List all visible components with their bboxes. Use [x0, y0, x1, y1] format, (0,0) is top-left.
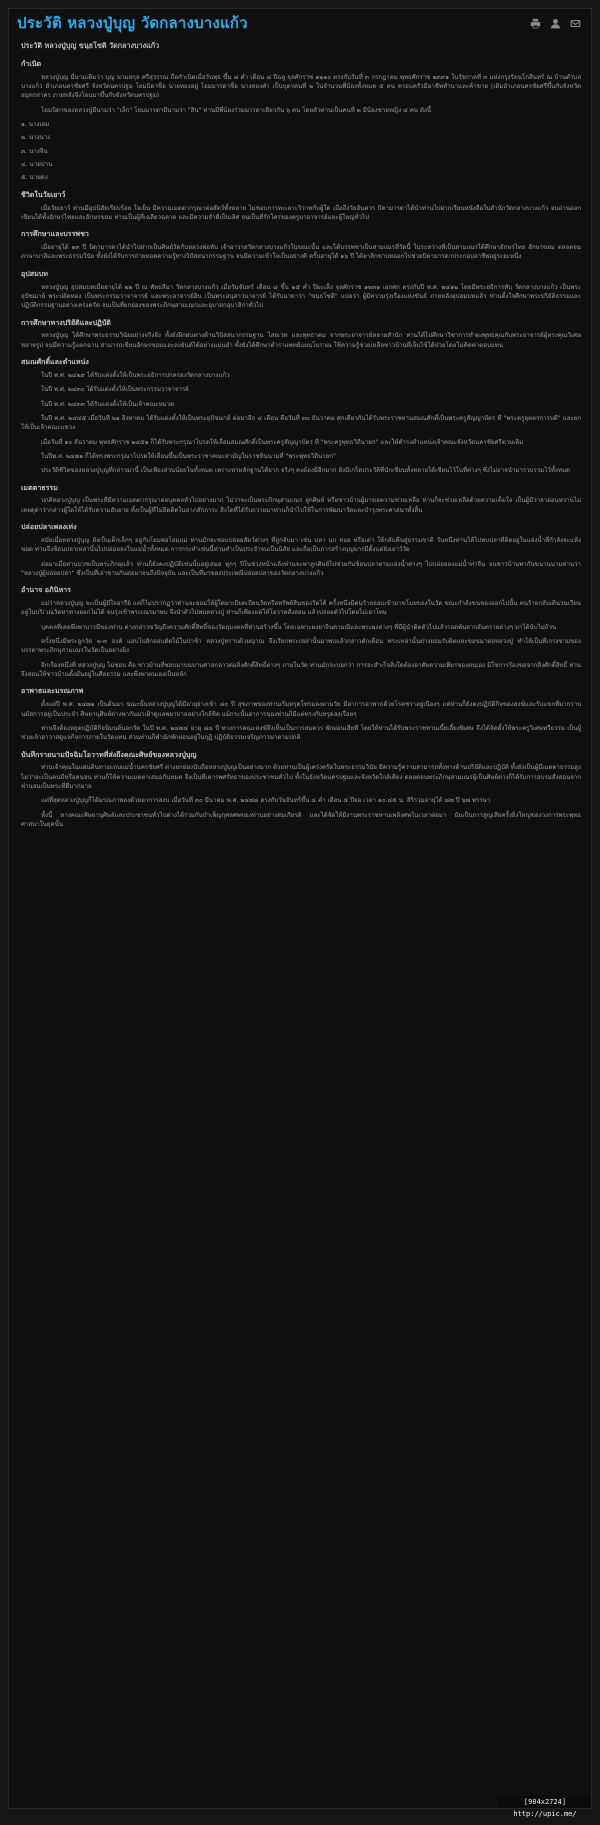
user-icon[interactable]	[549, 17, 561, 29]
list-item: ๔. นายปาน	[21, 161, 53, 169]
article-body	[9, 37, 591, 829]
email-icon[interactable]	[569, 17, 581, 29]
section-paragraph: หลวงปู่บุญ มีนามเดิมว่า บุญ นามสกุล ศรีสุวรรณ ถือกำเนิดเมื่อวันพุธ ขึ้น ๘ ค่ำ เดือน ๘ ปีฉลู จุลศักราช ๑๒๑๐ ตรงกับวันที่ ๓ กรกฎาคม พุทธศักราช ๒๓๙๑ ในรัชกาลที่ ๓ แห่งกรุงรัตนโกสินทร์ ณ บ้านตำบลบางแก้ว อำเภอนครชัยศรี จังหวัดนครปฐม โยมบิดาชื่อ นายทองอยู่ โยมมารดาชื่อ นางทองคำ เป็นบุตรคนที่ ๒ ในจำนวนพี่น้องทั้งหมด ๕ คน ครอบครัวมีอาชีพทำนาและค้าขาย (เดิมอำเภอนครชัยศรีขึ้นกับจังหวัดสมุทรสาคร ภายหลังจึงโอนมาขึ้นกับจังหวัดนครปฐม)	[21, 73, 581, 100]
section-heading: บันทึกรายนามปัจฉิมโอวาทที่ส่งถึงคณะศิษย์ของหลวงปู่บุญ	[21, 749, 197, 759]
list-item: ๓. นางจีน	[21, 147, 48, 155]
sibling-list	[21, 120, 581, 183]
list-item: ๕. นายดง	[21, 174, 48, 182]
article-header	[9, 9, 591, 37]
section-paragraph: โยมบิดาของหลวงปู่มีนามว่า "เล็ก" โยมมารดามีนามว่า "สิน" ท่านมีพี่น้องร่วมมารดาเดียวกัน ๖ คน โดยตัวท่านเป็นคนที่ ๒ มีน้องชายหญิง ๔ คน ดังนี้	[41, 106, 432, 114]
page-title: ประวัติ หลวงปู่บุญ วัดกลางบางแก้ว	[17, 14, 248, 32]
section-paragraph: ท่านจึงต้องหยุดปฏิบัติกิจนิมนต์นอกวัด ในปี พ.ศ. ๒๔๗๔ อายุ ๘๔ ปี ทางการคณะสงฆ์จึงเห็นเป็นการสมควร พักผ่อนเสียที โดยให้ท่านได้รับพระราชทานเบี้ยเลี้ยงพิเศษ จึงได้จัดตั้งให้พระครูวิเศษทวีธรรม เป็นผู้ช่วยเจ้าอาวาสดูแลกิจการภายในวัดแทน ส่วนท่านก็พำนักพักผ่อนอยู่ในกุฏิ ปฏิบัติธรรมเจริญภาวนาตามปกติ	[21, 724, 581, 742]
section-heading: อาพาธและมรณภาพ	[21, 686, 84, 696]
section-paragraph: ในปีพ.ศ. ๒๔๗๑ ก็ได้ทรงพระกรุณาโปรดให้เลื่อนขึ้นเป็นพระราชาคณะสามัญในราชทินนามที่ "พระพุทธวิถีนายก"	[41, 452, 336, 460]
section-paragraph: ในปี พ.ศ. ๒๔๔๕ เมื่อวันที่ ๒๑ สิงหาคม ได้รับแต่งตั้งให้เป็นพระอุปัชฌาย์ ต่อมาอีก ๔ เดือน คือวันที่ ๓๐ ธันวาคม ศกเดียวกันได้รับพระราชทานสมณศักดิ์เป็นพระครูสัญญาบัตร ที่ "พระครูอุตตรการบดี" และยกให้เป็นเจ้าคณะแขวง	[21, 414, 581, 432]
section-heading: อำนาจ อภินิหาร	[21, 585, 71, 595]
section-paragraph: สมัยเมื่อหลวงปู่บุญ ยังเป็นเด็กเล็กๆ อยู่กับโยมพ่อโยมแม่ ท่านมักจะชอบปล่อยสัตว์ต่างๆ ที่ถูกจับมา เช่น ปลา นก หอย หรือเต่า ให้กลับคืนสู่ธรรมชาติ วันหนึ่งท่านได้ไปพบปลาที่ติดอยู่ในแอ่งน้ำที่กำลังจะแห้งขอด ท่านจึงช้อนปลาเหล่านั้นไปปล่อยลงในแม่น้ำทั้งหมด การกระทำเช่นนี้ท่านทำเป็นประจำจนเป็นนิสัย และถือเป็นการสร้างบุญบารมีตั้งแต่ยังเยาว์วัย	[21, 536, 581, 554]
image-size-stamp: [904x2724] http://upic.me/	[499, 1796, 591, 1808]
print-icon[interactable]	[529, 17, 541, 29]
section-heading: สมณศักดิ์และตำแหน่ง	[21, 357, 89, 367]
section-paragraph: หลวงปู่บุญ ได้ศึกษาพระธรรมวินัยอย่างจริงจัง ทั้งยังฝึกฝนทางด้านวิปัสสนากรรมฐาน ไสยเวท และพุทธาคม จากพระอาจารย์หลายสำนัก ท่านได้ไปศึกษาวิชาการทำผงพุทธคุณกับพระอาจารย์ผู้ทรงคุณวิเศษหลายรูป จนมีความรู้แตกฉาน สามารถเขียนอักษรขอมและลงยันต์ได้อย่างแม่นยำ ทั้งยังได้ศึกษาตำราแพทย์แผนโบราณ ใช้ความรู้ช่วยเหลือชาวบ้านที่เจ็บไข้ได้ป่วยโดยไม่คิดค่าตอบแทน	[21, 332, 581, 349]
section-paragraph: ต่อมาเมื่อท่านบวชเป็นพระภิกษุแล้ว ท่านก็ยังคงปฏิบัติเช่นนั้นอยู่เสมอ ทุกๆ ปีในช่วงหน้าแล้งท่านจะพาลูกศิษย์ไปช่วยกันช้อนปลาตามแอ่งน้ำต่างๆ ไปปล่อยลงแม่น้ำท่าจีน จนชาวบ้านพากันขนานนามท่านว่า "หลวงปู่ผู้ปล่อยปลา" ซึ่งเป็นที่เล่าขานกันต่อมาจนถึงปัจจุบัน และเป็นที่มาของประเพณีปล่อยปลาของวัดกลางบางแก้ว	[21, 560, 581, 577]
section-paragraph: เมื่อวันที่ ๑๐ ธันวาคม พุทธศักราช ๒๔๕๑ ก็ได้รับพระกรุณาโปรดให้เลื่อนสมณศักดิ์เป็นพระครูสัญญาบัตร ที่ "พระครูพุทธวิถีนายก" และให้ดำรงตำแหน่งเจ้าคณะจังหวัดนครชัยศรีตามเดิม	[41, 438, 524, 446]
section-heading: อุปสมบท	[21, 268, 48, 278]
section-paragraph: ในปี พ.ศ. ๒๔๓๓ ได้รับแต่งตั้งให้เป็นเจ้าคณะหมวด	[41, 400, 175, 408]
section-paragraph: แม่ว่าหลวงปู่บุญ จะเป็นผู้มีใจอารีย์ แต่ก็ไม่ปรากฏว่าท่านจะยอมให้ผู้ใดมาเบียดเบียนวัดหรือทรัพย์สินของวัดได้ ครั้งหนึ่งมีคนร้ายลอบเข้ามาขโมยของในวัด ขณะกำลังขนของออกไปนั้น คนร้ายกลับเดินวนเวียนอยู่ในบริเวณวัดหาทางออกไม่ได้ จนรุ่งเช้าพระเณรมาพบ จึงนำตัวไปพบหลวงปู่ ท่านก็เพียงแต่ให้โอวาทสั่งสอน แล้วปล่อยตัวไปโดยไม่เอาโทษ	[21, 599, 581, 617]
section-paragraph: ในปี พ.ศ. ๒๔๓๐ ได้รับแต่งตั้งให้เป็นพระกรรมวาจาจารย์	[41, 386, 189, 394]
section-paragraph: แต่ที่สุดหลวงปู่บุญก็ได้มรณภาพลงด้วยอาการสงบ เมื่อวันที่ ๓๐ มีนาคม พ.ศ. ๒๔๗๘ ตรงกับวันจันทร์ขึ้น ๔ ค่ำ เดือน ๕ ปีจอ เวลา ๑๐.๔๕ น. สิริรวมอายุได้ ๘๗ ปี ๖๗ พรรษา	[41, 797, 491, 805]
list-item: ๑. นางเอม	[21, 121, 50, 129]
section-paragraph: ในปี พ.ศ. ๒๔๒๙ ได้รับแต่งตั้งให้เป็นพระอธิการปกครองวัดกลางบางแก้ว	[41, 371, 230, 379]
section-paragraph: หลวงปู่บุญ อุปสมบทเมื่ออายุได้ ๒๒ ปี ณ พัทธสีมา วัดกลางบางแก้ว เมื่อวันจันทร์ เดือน ๘ ขึ้น ๑๕ ค่ำ ปีมะเส็ง จุลศักราช ๑๒๓๑ เอกศก ตรงกับปี พ.ศ. ๒๔๑๒ โดยมีพระอธิการทับ วัดกลางบางแก้ว เป็นพระอุปัชฌาย์ พระปลัดทอง เป็นพระกรรมวาจาจารย์ และพระอาจารย์อิน เป็นพระอนุสาวนาจารย์ ได้รับฉายาว่า "ขนฺธโชติ" แปลว่า ผู้มีความรุ่งเรืองแห่งขันธ์ ภายหลังอุปสมบทแล้ว ท่านตั้งใจศึกษาพระปริยัติธรรมและปฏิบัติกรรมฐานอย่างเคร่งครัด จนเป็นที่ยกย่องของพระภิกษุสามเณรและอุบาสกอุบาสิกาทั่วไป	[21, 283, 581, 310]
section-paragraph: ตั้งแต่ปี พ.ศ. ๒๔๗๑ เป็นต้นมา ขณะนั้นหลวงปู่บุญได้มีอายุย่างเข้า ๘๐ ปี สุขภาพของท่านเริ่มทรุดโทรมลงตามวัย มีอาการอาพาธด้วยโรคชราอยู่เนืองๆ แต่ท่านก็ยังคงปฏิบัติกิจของสงฆ์และรับแขกที่มากราบนมัสการอยู่เป็นประจำ ศิษยานุศิษย์ต่างพากันมาเฝ้าดูแลพยาบาลอย่างใกล้ชิด แม้กระนั้นอาการของท่านก็มีแต่ทรงกับทรุดลงเรื่อยๆ	[21, 701, 581, 718]
section-paragraph: ท่านเจ้าคุณในแผ่นดินทางแถบแม่น้ำนครชัยศรี ต่างยกย่องนับถือหลวงปู่บุญเป็นอย่างมาก ด้วยท่านเป็นผู้เคร่งครัดในพระธรรมวินัย มีความรู้ความสามารถทั้งทางด้านปริยัติและปฏิบัติ ทั้งยังเป็นผู้มีเมตตาธรรมสูง ไม่ว่าจะเป็นคนมีหรือคนจน ท่านก็ให้ความเมตตาเสมอกันหมด จึงเป็นที่เคารพศรัทธาของประชาชนทั่วไป ทั้งในจังหวัดนครปฐมและจังหวัดใกล้เคียง ตลอดจนพระภิกษุสามเณรผู้เป็นศิษย์ต่างก็ได้รับการอบรมสั่งสอนจากท่านจนเป็นพระที่ดีมากมาย	[21, 764, 581, 790]
section-paragraph: ครั้งหนึ่งมีพระลูกวัด ๒-๓ องค์ แอบไปลักลอบตัดไม้ในป่าช้า หลวงปู่ทราบด้วยญาณ จึงเรียกพระเหล่านั้นมาพบแล้วกล่าวตักเตือน พระเหล่านั้นต่างยอมรับผิดและขอขมาต่อหลวงปู่ ทำให้เป็นที่เกรงขามของบรรดาพระภิกษุสามเณรในวัดเป็นอย่างยิ่ง	[21, 638, 581, 655]
section-heading: เมตตาธรรม	[21, 482, 58, 492]
section-paragraph: อีกเรื่องหนึ่งที่ หลวงปู่บุญ ไม่ชอบ คือ ชาวบ้านที่ชอบมาบนบานศาลกล่าวต่อสิ่งศักดิ์สิทธิ์ต่างๆ ภายในวัด ท่านมักจะบอกว่า การจะสำเร็จสิ่งใดต้องอาศัยความเพียรของตนเอง มิใช่การร้องขอจากสิ่งศักดิ์สิทธิ์ ท่านจึงสอนให้ชาวบ้านตั้งมั่นอยู่ในศีลธรรม และพึ่งพาตนเองเป็นหลัก	[21, 661, 581, 679]
section-paragraph: ปกติหลวงปู่บุญ เป็นพระที่มีความเมตตากรุณาต่อบุคคลทั่วไปอย่างมาก ไม่ว่าจะเป็นพระภิกษุสามเณร ลูกศิษย์ หรือชาวบ้านผู้มาขอความช่วยเหลือ ท่านก็จะช่วยเหลือด้วยความเต็มใจ เป็นผู้มีวาจาอ่อนหวานไม่เคยดุด่าว่ากล่าวผู้ใดให้ได้รับความอับอาย ทั้งเป็นผู้ที่ไม่ยึดติดในลาภสักการะ สิ่งใดที่ได้รับถวายมาท่านก็นำไปใช้ในการพัฒนาวัดและบำรุงพระศาสนาทั้งสิ้น	[21, 497, 581, 514]
section-heading: การศึกษาทางปริยัติและปฏิบัติ	[21, 317, 111, 327]
article-subtitle: ประวัติ หลวงปู่บุญ ขนฺธโชติ วัดกลางบางแก้ว	[21, 41, 160, 50]
list-item: ๒. นางนาง	[21, 134, 51, 142]
section-paragraph: เมื่อวัยเยาว์ ท่านมีอุปนิสัยเรียบร้อย ใจเย็น มีความเมตตากรุณาต่อสัตว์ทั้งหลาย ไม่ชอบการทะเลาะวิวาทกับผู้ใด เมื่อถึงวัยอันควร บิดามารดาได้นำท่านไปฝากเรียนหนังสือในสำนักวัดกลางบางแก้ว จนอ่านออกเขียนได้ทั้งอักษรไทยและอักษรขอม ท่านเป็นผู้ที่เฉลียวฉลาด และมีความจำดีเป็นเลิศ จนเป็นที่รักใคร่ของครูบาอาจารย์และผู้ใหญ่ทั่วไป	[21, 204, 581, 221]
section-heading: ชีวิตในวัยเยาว์	[21, 189, 66, 199]
section-paragraph: เมื่ออายุได้ ๑๓ ปี บิดามารดาได้นำไปฝากเป็นศิษย์วัดกับหลวงพ่อทับ เจ้าอาวาสวัดกลางบางแก้วในขณะนั้น และได้บรรพชาเป็นสามเณรที่วัดนี้ ในระหว่างที่เป็นสามเณรได้ศึกษาอักษรไทย อักษรขอม ตลอดจนภาษาบาลีและพระธรรมวินัย ทั้งยังได้รับการถ่ายทอดความรู้ทางวิปัสสนากรรมฐาน จนมีความเข้าใจเป็นอย่างดี ครั้นอายุได้ ๑๖ ปี ได้ลาสิกขาบทออกไปช่วยบิดามารดาประกอบอาชีพอยู่ระยะหนึ่ง	[21, 244, 581, 261]
section-paragraph: ประวัติชีวิตของหลวงปู่บุญที่กล่าวมานี้ เป็นเพียงส่วนน้อยในทั้งหมด เพราะหาหลักฐานได้ยาก จริงๆ คงต้องมีอีกมาก ยังมีเกร็ดประวัติที่นักเขียนทั้งหลายได้เขียนไว้ในที่ต่างๆ ซึ่งไม่อาจนำมารวบรวมไว้ทั้งหมด	[41, 467, 571, 475]
section-heading: กำเนิด	[21, 58, 42, 68]
section-paragraph: บุคคลที่เคยพึ่งพาบารมีของท่าน ต่างกล่าวขวัญถึงความศักดิ์สิทธิ์ของวัตถุมงคลที่ท่านสร้างขึ้น โดยเฉพาะผงยาจินดามณีและพระผงต่างๆ ที่มีผู้นำติดตัวไปแล้วรอดพ้นจากอันตรายต่างๆ มาได้นับไม่ถ้วน	[41, 623, 557, 631]
section-heading: ปล่อยปลาเพลงเท่ง	[21, 522, 77, 532]
section-heading: การศึกษาและบรรพชา	[21, 229, 89, 239]
article-tools	[529, 17, 581, 29]
article-page	[8, 8, 592, 1818]
section-paragraph: ทั้งนี้ ทางคณะศิษยานุศิษย์และประชาชนทั่วไปต่างได้ร่วมกันบำเพ็ญกุศลศพของท่านอย่างสมเกียรติ และได้จัดให้มีงานพระราชทานเพลิงศพในเวลาต่อมา นับเป็นการสูญเสียครั้งยิ่งใหญ่ของวงการพระพุทธศาสนาในยุคนั้น	[21, 811, 581, 829]
